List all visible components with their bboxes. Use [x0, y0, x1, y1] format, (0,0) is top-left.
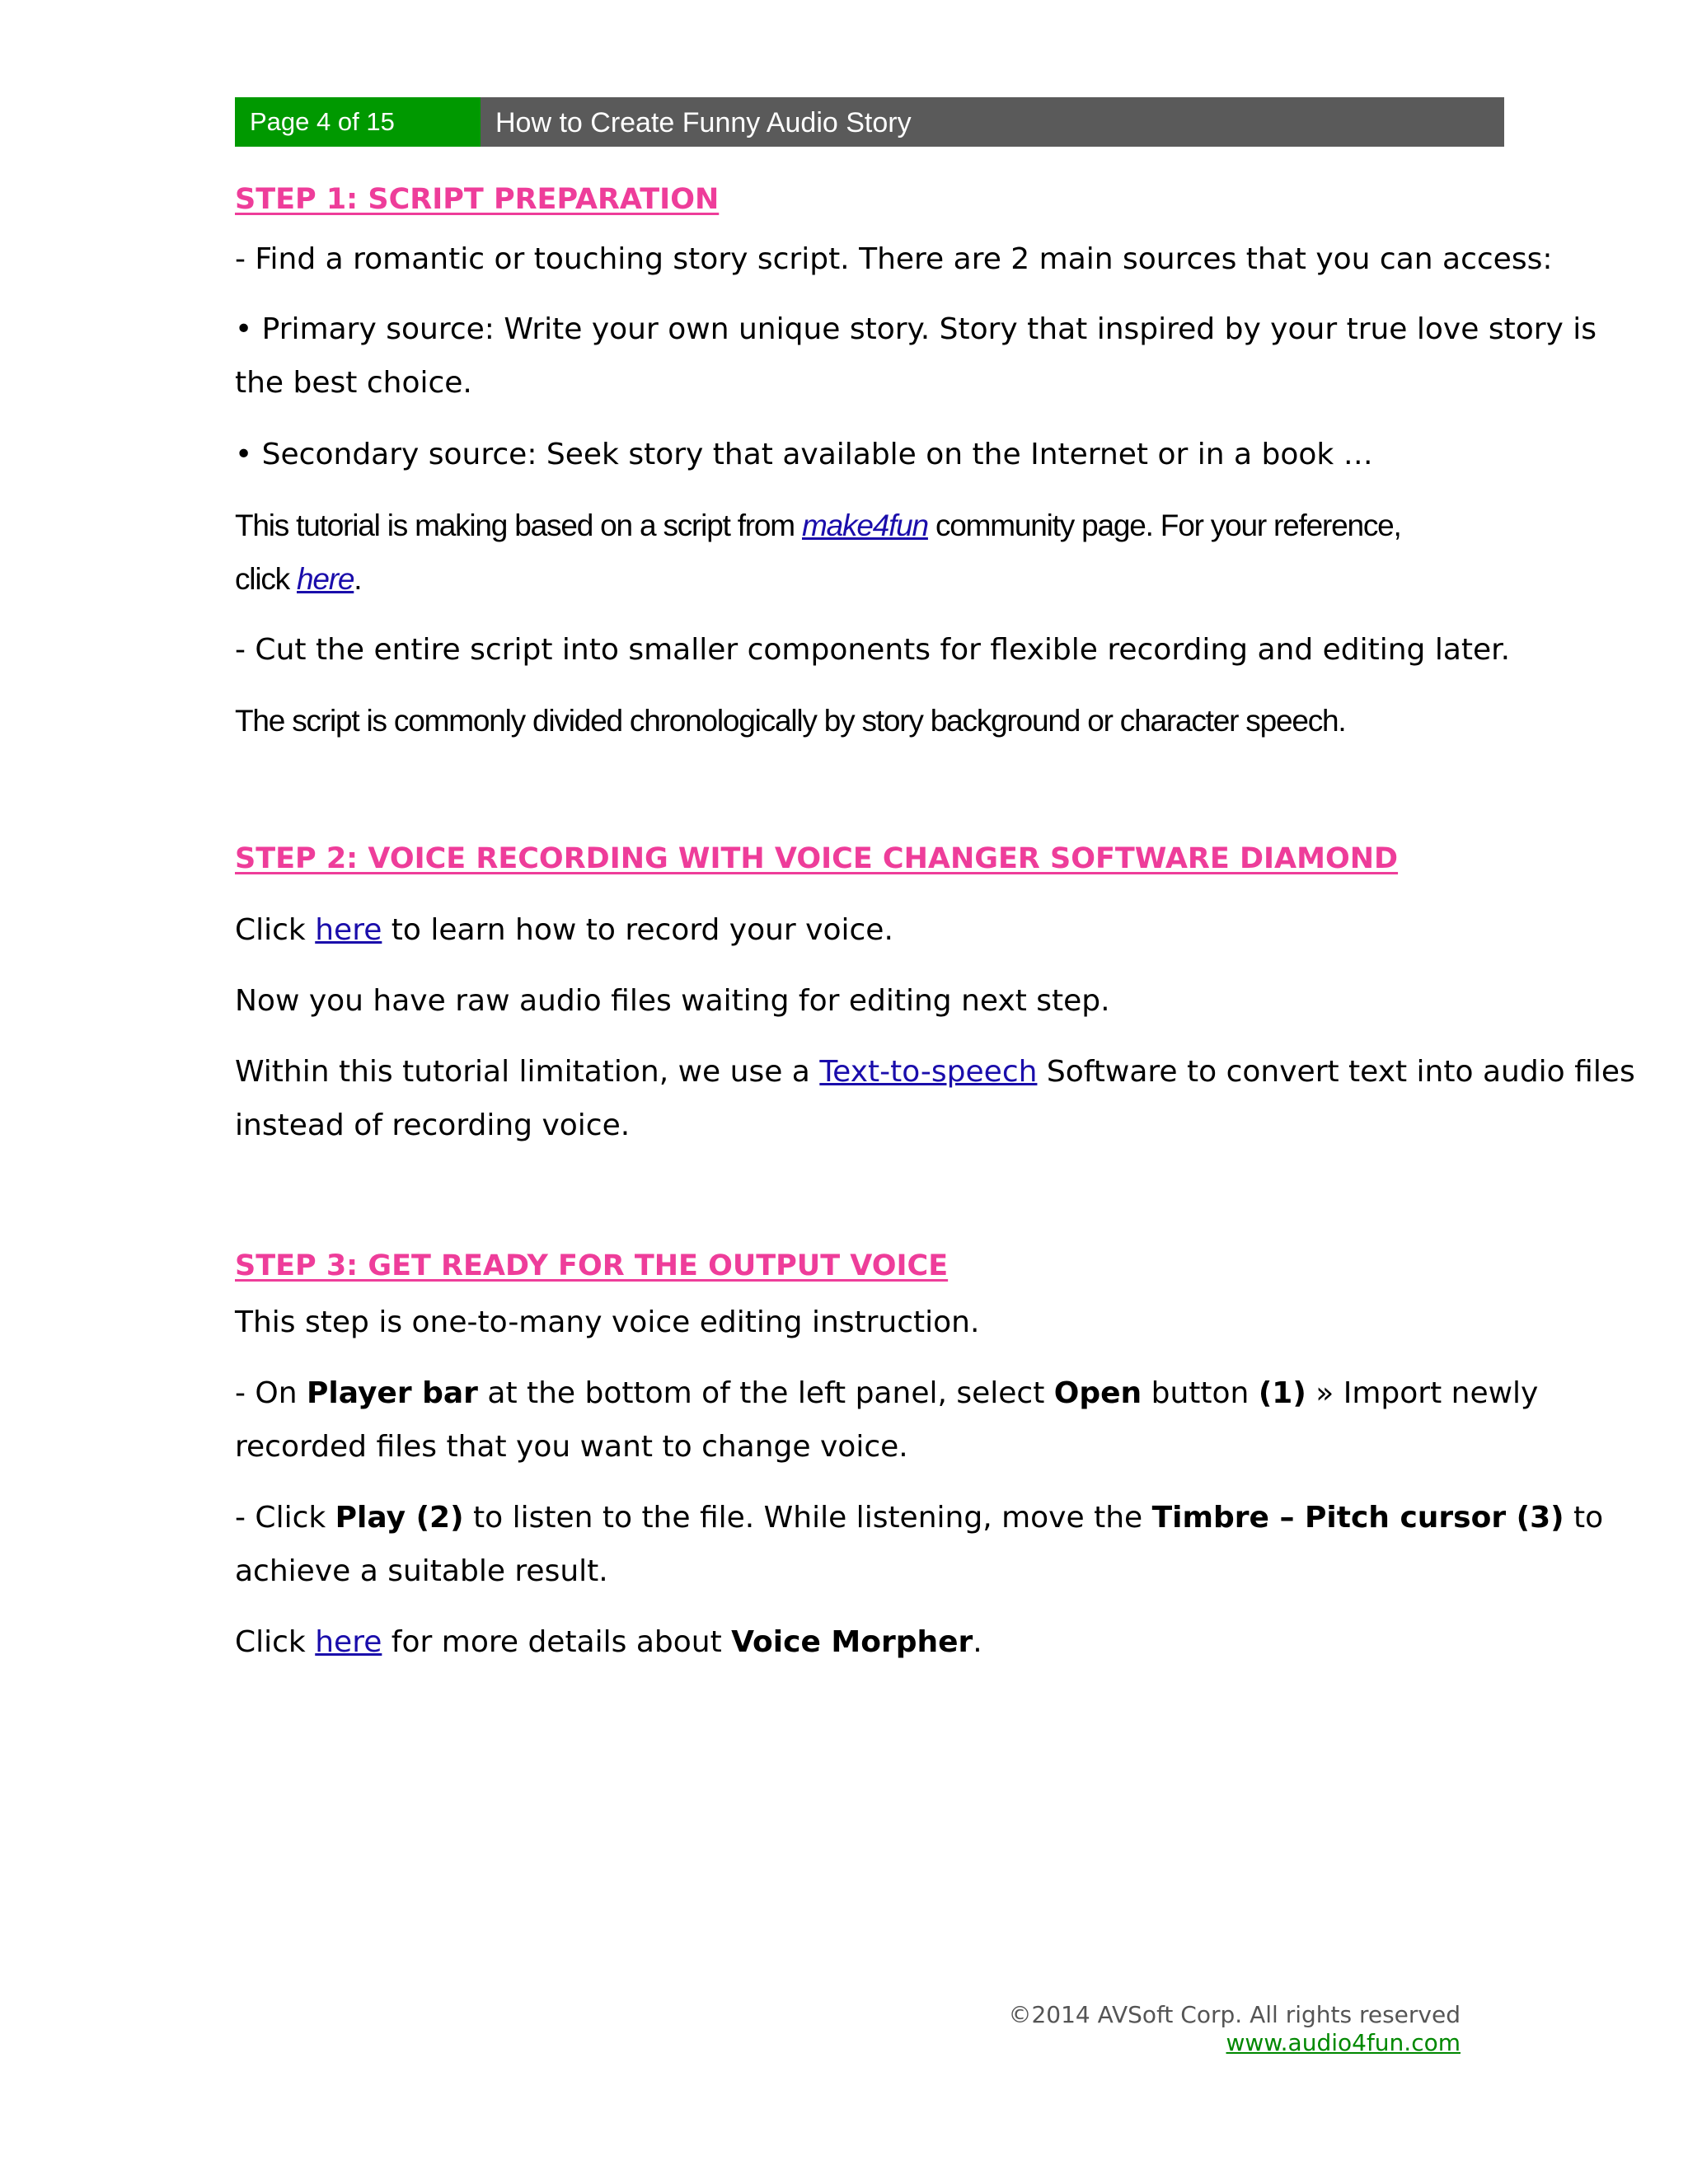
- play-label: Play (2): [335, 1501, 464, 1535]
- step1-line3: the best choice.: [235, 366, 472, 400]
- step1-line5-text: This tutorial is making based on a script from: [235, 509, 803, 542]
- step1-line2: • Primary source: Write your own unique story. Story that inspired by your true love story is: [235, 312, 1597, 346]
- step3-line2-text-2: at the bottom of the left panel, select: [477, 1376, 1054, 1410]
- step3-heading: STEP 3: GET READY FOR THE OUTPUT VOICE: [235, 1249, 949, 1282]
- step3-line5: achieve a suitable result.: [235, 1554, 608, 1588]
- text-to-speech-link[interactable]: Text-to-speech: [819, 1055, 1038, 1089]
- step1-line6: [235, 552, 361, 606]
- make4fun-link[interactable]: make4fun: [802, 509, 928, 542]
- step3-line4-text-3: to: [1564, 1501, 1604, 1535]
- website-link[interactable]: www.audio4fun.com: [1226, 2029, 1461, 2056]
- document-title: How to Create Funny Audio Story: [481, 97, 1504, 147]
- step1-line8: The script is commonly divided chronologically by story background or character speech.: [235, 704, 1346, 738]
- step3-line6: [235, 1615, 982, 1669]
- step2-line1-text-end: to learn how to record your voice.: [382, 913, 893, 947]
- open-label: Open: [1053, 1376, 1142, 1410]
- step1-line1: - Find a romantic or touching story script. There are 2 main sources that you can access:: [235, 242, 1553, 276]
- step3-line6-text: Click: [235, 1625, 316, 1659]
- step3-line2-text: - On: [235, 1376, 307, 1410]
- step3-line2-text-3: button: [1142, 1376, 1259, 1410]
- step3-line4: [235, 1491, 1603, 1544]
- step1-line7: - Cut the entire script into smaller components for flexible recording and editing later.: [235, 633, 1511, 667]
- step2-line1: [235, 903, 893, 957]
- step3-line2: [235, 1366, 1538, 1420]
- step1-line5: [235, 499, 1401, 552]
- step2-line3: [235, 1045, 1635, 1099]
- step2-line2: Now you have raw audio files waiting for editing next step.: [235, 984, 1110, 1018]
- record-here-link[interactable]: here: [315, 913, 382, 947]
- reference-here-link[interactable]: here: [297, 562, 354, 596]
- step3-line3: recorded files that you want to change voice.: [235, 1430, 908, 1464]
- step3-line1: This step is one-to-many voice editing instruction.: [235, 1305, 980, 1339]
- step1-heading: STEP 1: SCRIPT PREPARATION: [235, 183, 720, 216]
- step2-line4: instead of recording voice.: [235, 1108, 631, 1142]
- step2-line3-text-end: Software to convert text into audio files: [1037, 1055, 1635, 1089]
- voice-morpher-here-link[interactable]: here: [315, 1625, 382, 1659]
- page-footer: [1008, 2001, 1461, 2057]
- step3-line4-text-2: to listen to the file. While listening, move the: [463, 1501, 1152, 1535]
- step1-line6-text-end: .: [354, 562, 362, 596]
- step-number-1: (1): [1258, 1376, 1306, 1410]
- step1-line6-text: click: [235, 562, 298, 596]
- step1-line5-text-end: community page. For your reference,: [927, 509, 1401, 542]
- page-header: [235, 97, 1504, 147]
- step3-line4-text: - Click: [235, 1501, 335, 1535]
- voice-morpher-label: Voice Morpher: [731, 1625, 973, 1659]
- step2-line3-text: Within this tutorial limitation, we use a: [235, 1055, 820, 1089]
- timbre-pitch-label: Timbre – Pitch cursor (3): [1151, 1501, 1564, 1535]
- step2-heading: STEP 2: VOICE RECORDING WITH VOICE CHANGER SOFTWARE DIAMOND: [235, 842, 1399, 875]
- player-bar-label: Player bar: [307, 1376, 478, 1410]
- step3-line2-text-4: » Import newly: [1306, 1376, 1539, 1410]
- page-number: Page 4 of 15: [235, 97, 481, 147]
- step3-line6-text-2: for more details about: [382, 1625, 732, 1659]
- step2-line1-text: Click: [235, 913, 316, 947]
- copyright-text: ©2014 AVSoft Corp. All rights reserved: [1008, 2001, 1461, 2028]
- step1-line4: • Secondary source: Seek story that available on the Internet or in a book …: [235, 438, 1373, 471]
- step3-line6-text-end: .: [973, 1625, 982, 1659]
